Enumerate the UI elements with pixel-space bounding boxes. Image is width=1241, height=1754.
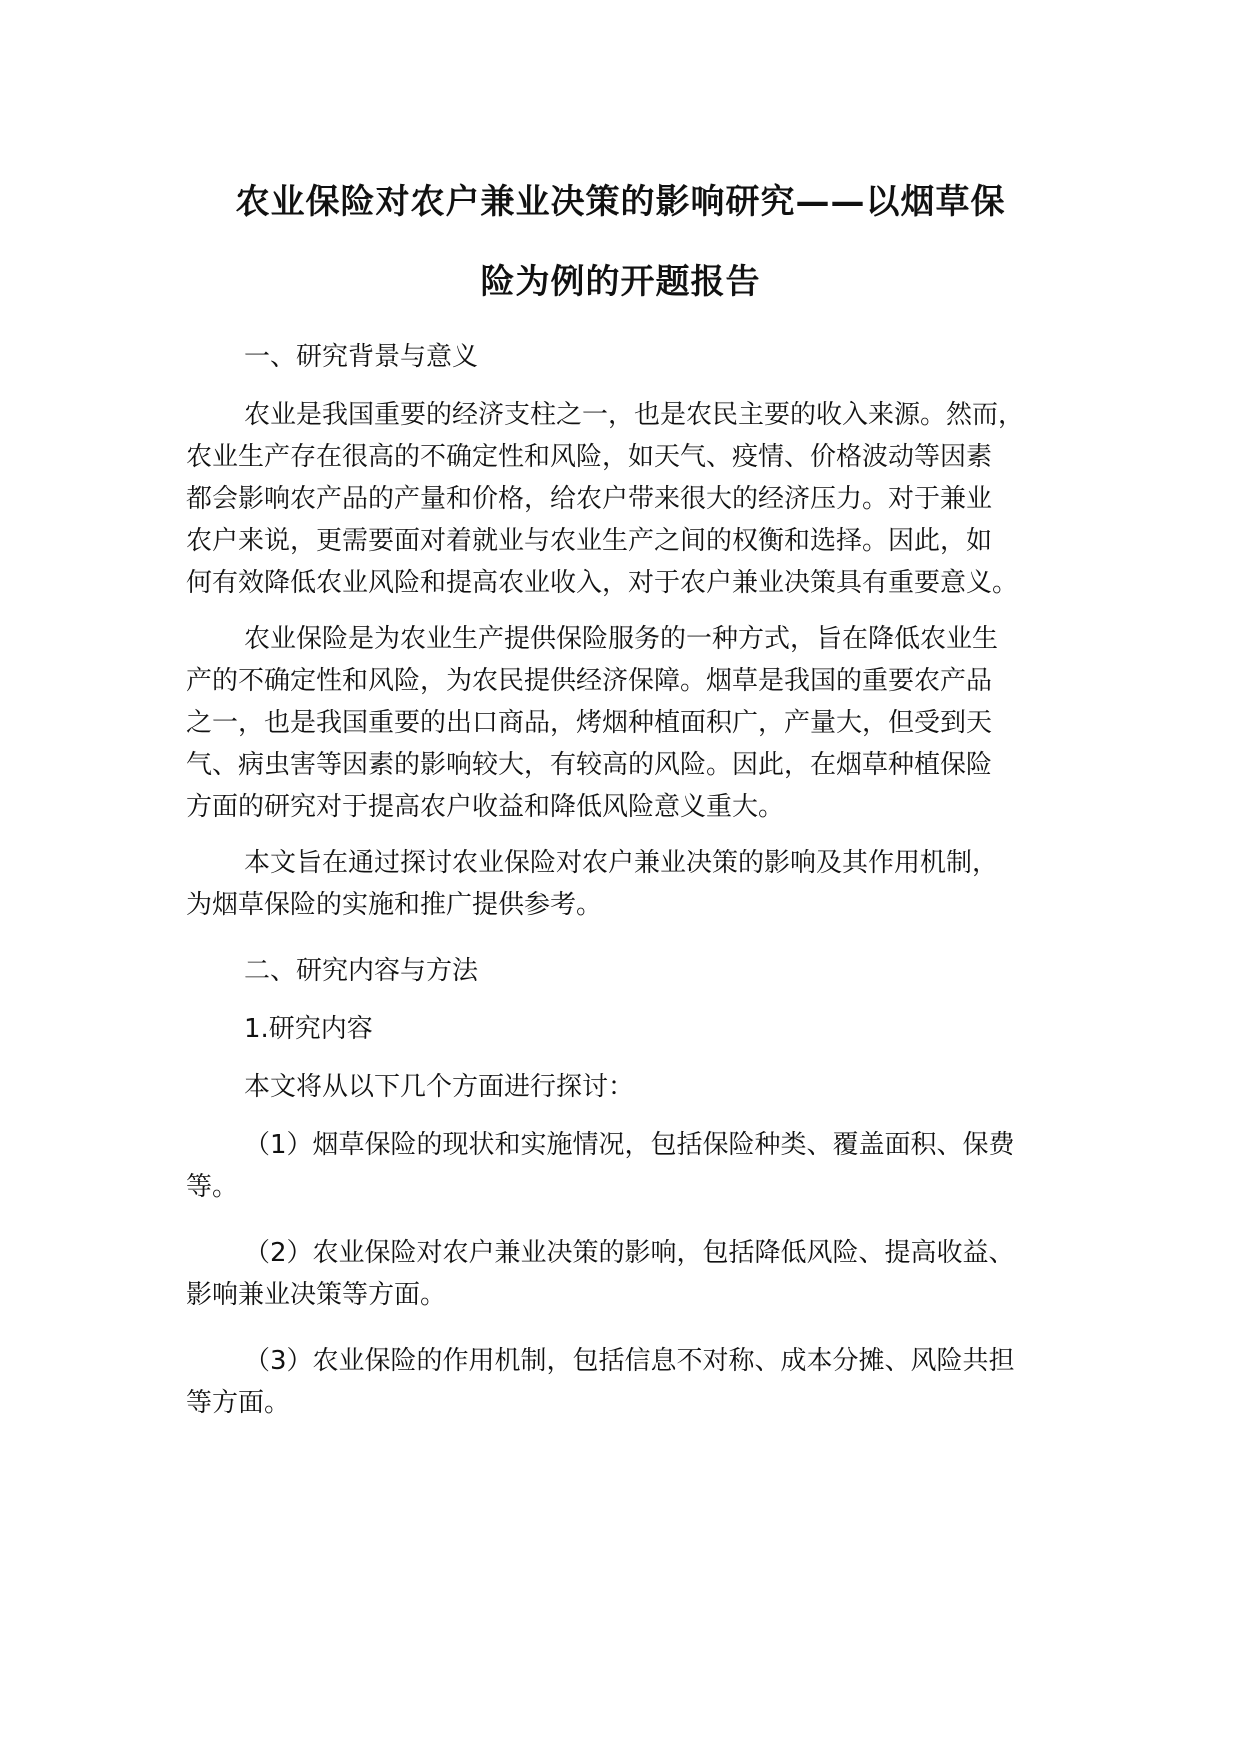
paragraph-1-line: 何有效降低农业风险和提高农业收入，对于农户兼业决策具有重要意义。 <box>186 568 1019 598</box>
section-1-heading: 一、研究背景与意义 <box>244 342 479 372</box>
paragraph-1-line: 农户来说，更需要面对着就业与农业生产之间的权衡和选择。因此，如 <box>186 526 993 556</box>
paragraph-1-line: 农业是我国重要的经济支柱之一，也是农民主要的收入来源。然而， <box>244 400 1025 430</box>
paragraph-2-line: 方面的研究对于提高农户收益和降低风险意义重大。 <box>186 792 785 822</box>
list-item-2-line-2: 影响兼业决策等方面。 <box>186 1280 447 1310</box>
paragraph-2-line: 之一，也是我国重要的出口商品，烤烟种植面积广，产量大，但受到天 <box>186 708 993 738</box>
paragraph-1-line: 都会影响农产品的产量和价格，给农户带来很大的经济压力。对于兼业 <box>186 484 993 514</box>
paragraph-3-line: 为烟草保险的实施和推广提供参考。 <box>186 890 603 920</box>
paragraph-2-line: 气、病虫害等因素的影响较大，有较高的风险。因此，在烟草种植保险 <box>186 750 993 780</box>
section-2-heading: 二、研究内容与方法 <box>244 956 479 986</box>
list-item-3-line-1: （3）农业保险的作用机制，包括信息不对称、成本分摊、风险共担 <box>244 1346 1015 1376</box>
paragraph-2-line: 农业保险是为农业生产提供保险服务的一种方式，旨在降低农业生 <box>244 624 999 654</box>
list-intro: 本文将从以下几个方面进行探讨： <box>244 1072 635 1102</box>
list-item-1-line-2: 等。 <box>186 1172 239 1202</box>
paragraph-1-line: 农业生产存在很高的不确定性和风险，如天气、疫情、价格波动等因素 <box>186 442 993 472</box>
document-title-line-1: 农业保险对农户兼业决策的影响研究——以烟草保 <box>235 182 1006 222</box>
list-item-2-line-1: （2）农业保险对农户兼业决策的影响，包括降低风险、提高收益、 <box>244 1238 1015 1268</box>
list-item-1-line-1: （1）烟草保险的现状和实施情况，包括保险种类、覆盖面积、保费 <box>244 1130 1015 1160</box>
subheading-research-content: 1.研究内容 <box>244 1014 373 1044</box>
paragraph-3-line: 本文旨在通过探讨农业保险对农户兼业决策的影响及其作用机制， <box>244 848 999 878</box>
document-title-line-2: 险为例的开题报告 <box>480 262 761 302</box>
list-item-3-line-2: 等方面。 <box>186 1388 291 1418</box>
paragraph-2-line: 产的不确定性和风险，为农民提供经济保障。烟草是我国的重要农产品 <box>186 666 993 696</box>
